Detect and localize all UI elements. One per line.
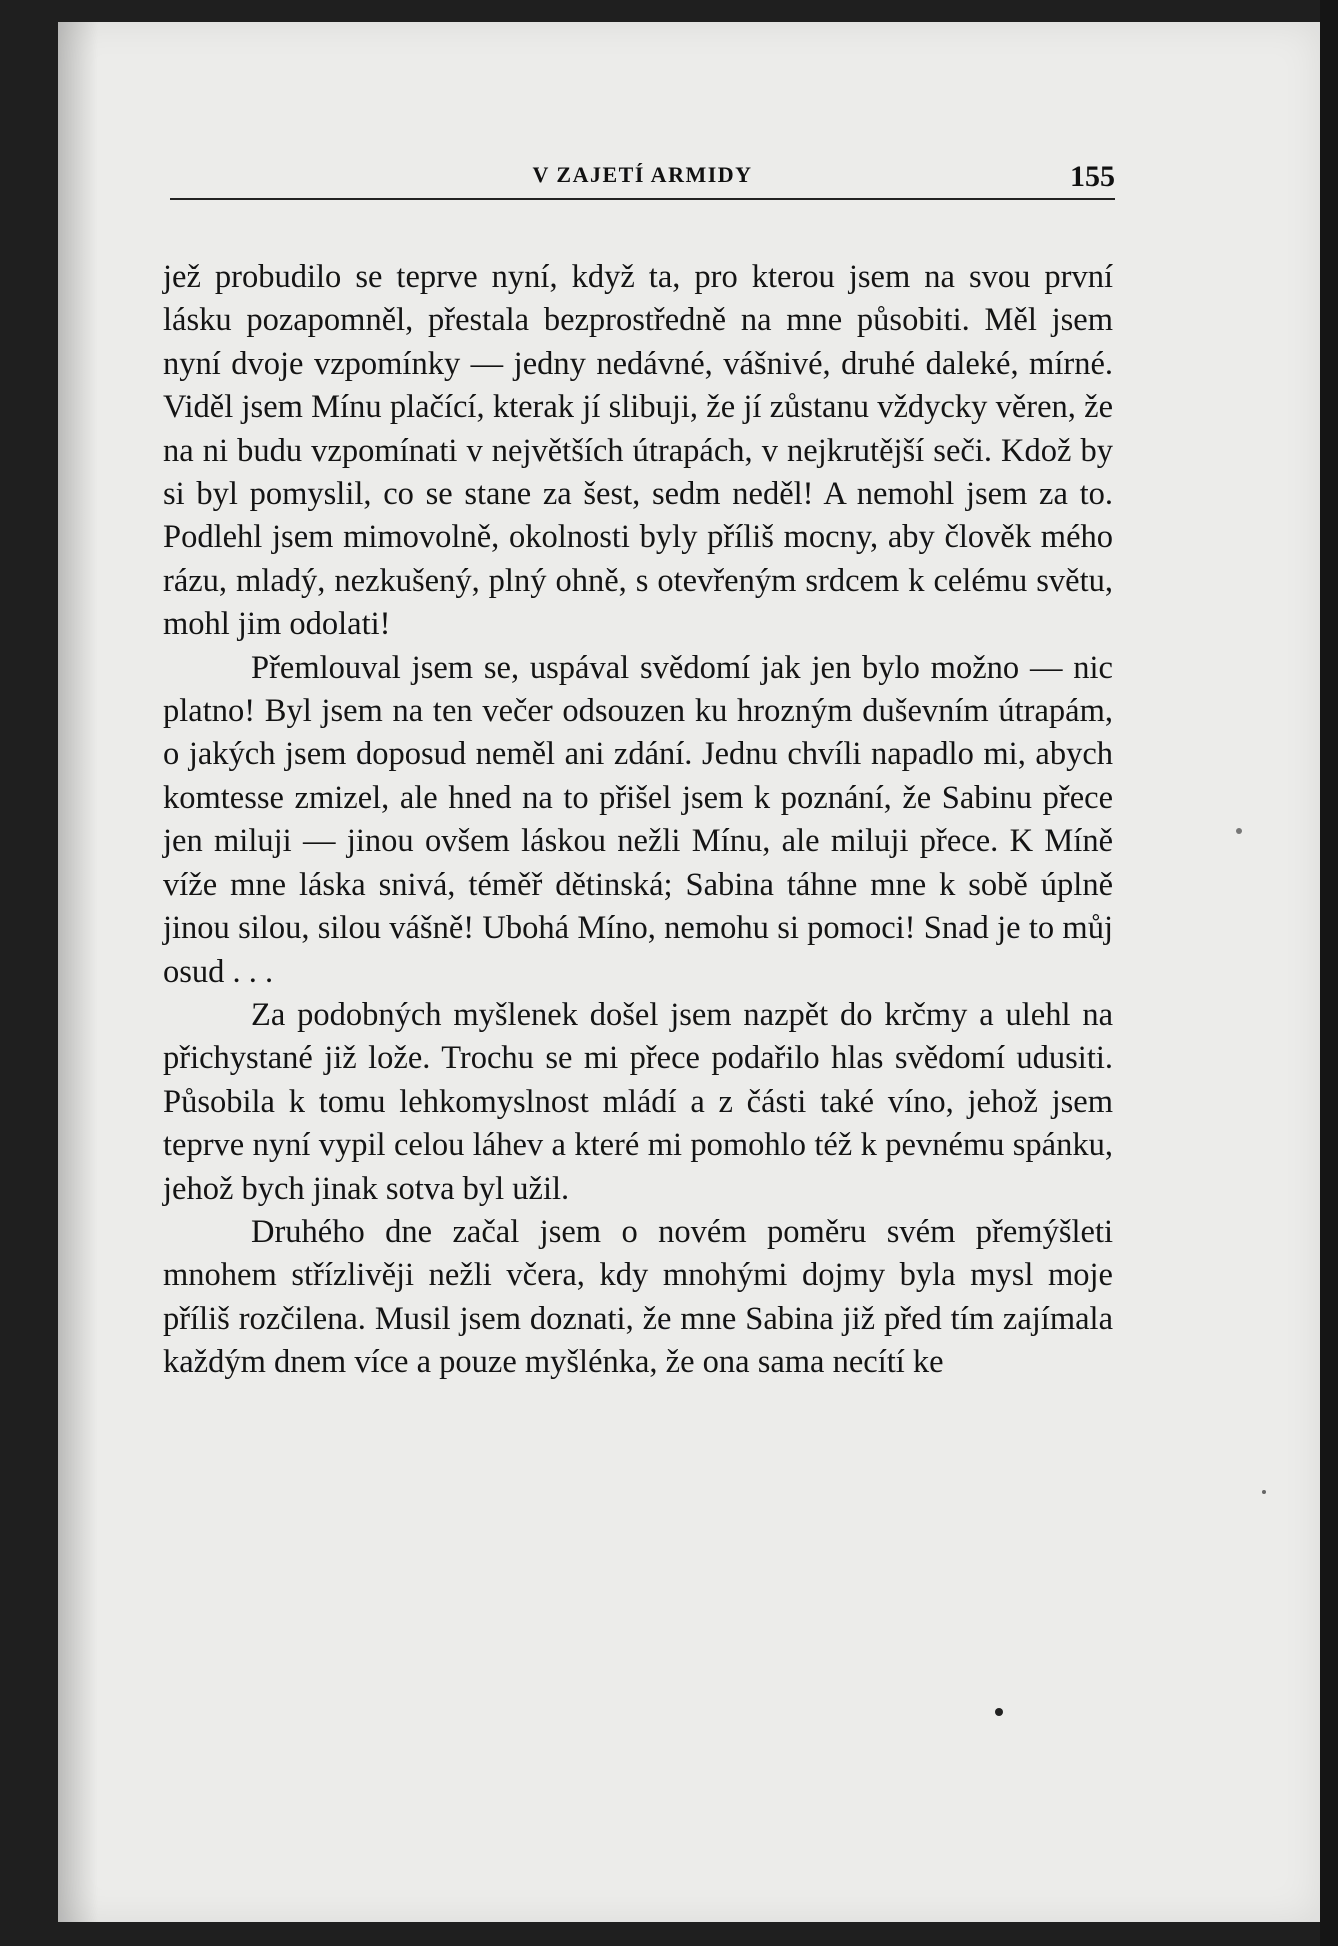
ink-speck	[1236, 828, 1242, 834]
paragraph-2: Přemlouval jsem se, uspával svědomí jak jen bylo možno — nic platno! Byl jsem na ten večer odsouzen ku hrozným duševním útrapám, o jakých jsem doposud neměl ani zdání. Jednu chvíli napadlo mi, abych komtesse zmizel, ale hned na to přišel jsem k poznání, že Sabinu přece jen miluji — jinou ovšem láskou nežli Mínu, ale miluji přece. K Míně víže mne láska snivá, téměř dětinská; Sabina táhne mne k sobě úplně jinou silou, silou vášně! Ubohá Míno, nemohu si pomoci! Snad je to můj osud . . .	[163, 649, 1113, 990]
paragraph-4: Druhého dne začal jsem o novém poměru svém přemýšleti mnohem střízlivěji nežli včera, kdy mnohými dojmy byla mysl moje příliš rozčilena. Musil jsem doznati, že mne Sabina již před tím zajímala každým dnem více a pouze myšlénka, že ona sama necítí ke	[163, 1213, 1113, 1381]
ink-speck	[1262, 1490, 1266, 1494]
page-edge-shadow	[58, 22, 98, 1922]
paragraph-3: Za podobných myšlenek došel jsem nazpět do krčmy a ulehl na přichystané již lože. Trochu se mi přece podařilo hlas svědomí udusiti. Působila k tomu lehkomyslnost mládí a z části také víno, jehož jsem teprve nyní vypil celou láhev a které mi pomohlo též k pevnému spánku, jehož bych jinak sotva byl užil.	[163, 996, 1113, 1207]
paragraph-1: jež probudilo se teprve nyní, když ta, pro kterou jsem na svou první lásku pozapomněl, přestala bezprostředně na mne působiti. Měl jsem nyní dvoje vzpomínky — jedny nedávné, vášnivé, druhé daleké, mírné. Viděl jsem Mínu plačící, kterak jí slibuji, že jí zůstanu vždycky věren, že na ni budu vzpomínati v největších útrapách, v nejkrutější seči. Kdož by si byl pomyslil, co se stane za šest, sedm neděl! A nemohl jsem za to. Podlehl jsem mimovolně, okolnosti byly příliš mocny, aby člověk mého rázu, mladý, nezkušený, plný ohně, s otevřeným srdcem k celému světu, mohl jim odolati!	[163, 259, 1113, 643]
body-text	[163, 256, 1113, 1385]
header-rule	[170, 198, 1115, 200]
ink-speck	[995, 1708, 1003, 1716]
scan-border	[1320, 0, 1338, 1946]
page-header	[170, 156, 1115, 206]
page-number: 155	[1070, 160, 1115, 193]
running-title: V ZAJETÍ ARMIDY	[532, 162, 753, 187]
